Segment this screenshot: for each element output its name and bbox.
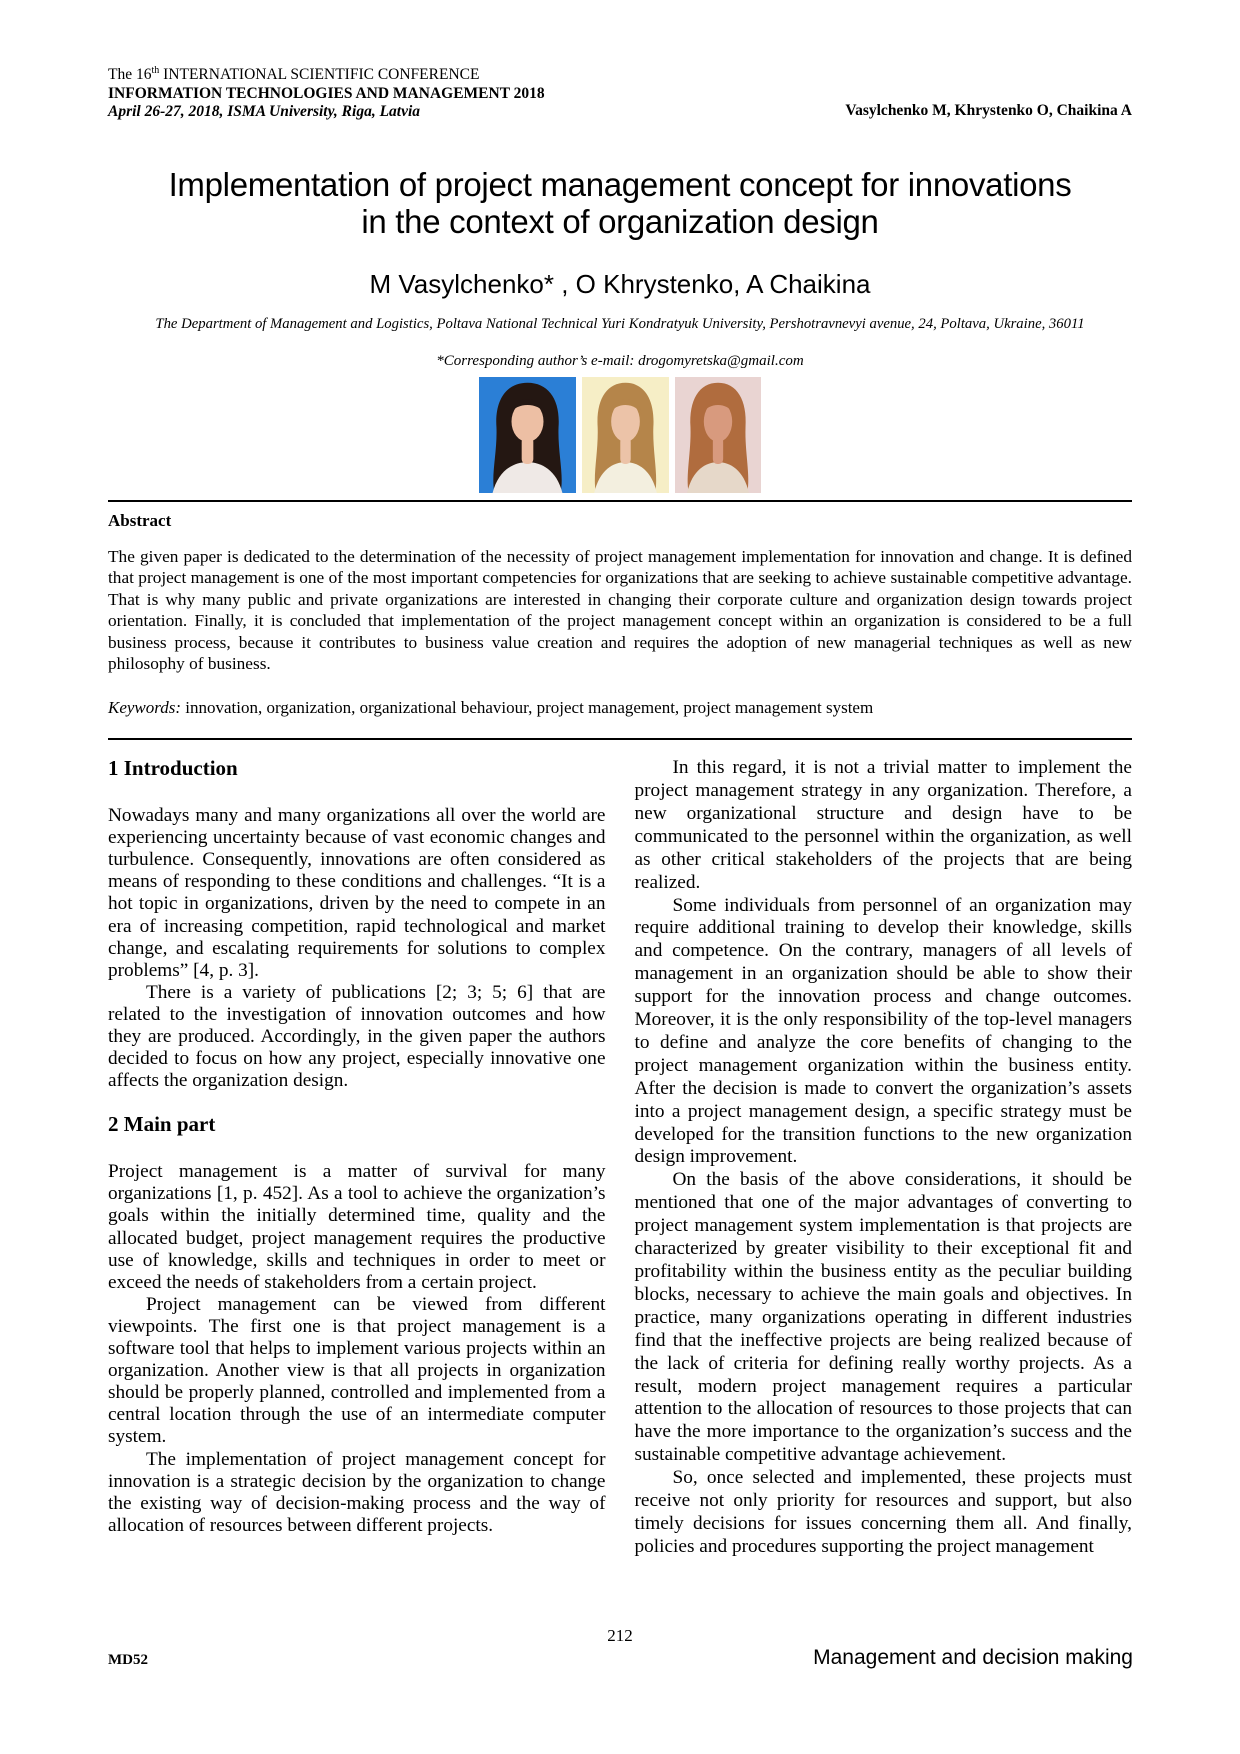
keywords-label: Keywords:: [108, 698, 182, 718]
paper-title-line2: in the context of organization design: [361, 202, 879, 240]
portrait-illustration-1: [479, 377, 576, 493]
conference-edition-rest: INTERNATIONAL SCIENTIFIC CONFERENCE: [159, 66, 480, 83]
introduction-paragraph-1: Nowadays many and many organizations all over the world are experiencing uncertainty because of vast economic changes and turbulence. Consequently, innovations are often considered as means of responding to these conditions and challenges. “It is a hot topic in organizations, driven by the need to compete in an era of increasing competition, rapid technological and market change, and escalating requirements for solutions to complex problems” [4, p. 3].: [108, 805, 606, 981]
portrait-illustration-3: [675, 377, 761, 493]
introduction-heading: 1 Introduction: [108, 756, 238, 781]
right-column-paragraph-3: On the basis of the above considerations, it should be mentioned that one of the major advantages of converting to project management system implementation is that projects are characterized by greater visibility to their exceptional fit and profitability within the business entity as the peculiar building blocks, necessary to achieve the main goals and objectives. In practice, many organizations operating in different industries find that the ineffective projects are being realized because of the lack of criteria for defining really worthy projects. As a result, modern project management requires a particular attention to the allocation of resources to those projects that can have the more importance to the organization’s success and the sustainable competitive advantage achievement.: [634, 1169, 1132, 1466]
author-photo-1: [479, 377, 576, 493]
conference-edition-prefix: The 16: [108, 66, 152, 83]
conference-name: INFORMATION TECHNOLOGIES AND MANAGEMENT 2018: [108, 84, 545, 102]
page-number: 212: [607, 1626, 633, 1645]
running-head-authors: Vasylchenko M, Khrystenko O, Chaikina A: [845, 102, 1132, 119]
divider-below-keywords: [108, 738, 1132, 740]
right-column: [635, 757, 1133, 1559]
paper-title-line1: Implementation of project management concept for innovations: [168, 165, 1072, 203]
main-part-paragraph-3: The implementation of project management concept for innovation is a strategic decision by the organization to change the existing way of decision-making process and the way of allocation of resources between different projects.: [108, 1448, 606, 1536]
abstract-text: The given paper is dedicated to the determination of the necessity of project management implementation for innovation and change. It is defined that project management is one of the most important competencies for organizations that are seeking to achieve sustainable competitive advantage. That is why many public and private organizations are interested in changing their corporate culture and organization design towards project orientation. Finally, it is concluded that implementation of the project management concept within an organization is considered to be a full business process, because it contributes to business value creation and requires the adoption of new managerial techniques as well as new philosophy of business.: [108, 546, 1132, 674]
main-part-paragraph-2: Project management can be viewed from different viewpoints. The first one is that project management is a software tool that helps to implement various projects within an organization. Another view is that all projects in organization should be properly planned, controlled and implemented from a central location through the use of an intermediate computer system.: [108, 1293, 606, 1448]
right-column-paragraph-4: So, once selected and implemented, these projects must receive not only priority for resources and support, but also timely decisions for issues concerning them all. And finally, policies and procedures supporting the project management: [634, 1467, 1132, 1557]
right-column-paragraph-2: Some individuals from personnel of an organization may require additional training to develop their knowledge, skills and competence. On the contrary, managers of all levels of management in an organization should be able to show their support for the innovation process and change outcomes. Moreover, it is the only responsibility of the top-level managers to define and analyze the core benefits of changing to the project management organization within the business entity. After the decision is made to convert the organization’s assets into a project management design, a specific strategy must be developed for the transition functions to the new organization design improvement.: [634, 894, 1132, 1168]
author-photo-3: [675, 377, 761, 493]
abstract-heading: Abstract: [108, 510, 172, 530]
keywords-line: [108, 697, 1132, 718]
right-column-paragraph-1: In this regard, it is not a trivial matter to implement the project management strategy in any organization. Therefore, a new organizational structure and design have to be communicated to the personnel within the organization, as well as other critical stakeholders of the projects that are being realized.: [634, 757, 1132, 893]
track-name: Management and decision making: [813, 1646, 1133, 1669]
ordinal-superscript: th: [151, 64, 160, 76]
portrait-illustration-2: [582, 377, 669, 493]
left-column: [108, 757, 606, 1559]
introduction-paragraph-2: There is a variety of publications [2; 3; 5; 6] that are related to the investigation of innovation outcomes and how they are produced. Accordingly, in the given paper the authors decided to focus on how any project, especially innovative one affects the organization design.: [108, 981, 606, 1092]
authors-line: M Vasylchenko* , O Khrystenko, A Chaikina: [369, 268, 871, 299]
author-photos: [108, 377, 1132, 493]
keywords-list: innovation, organization, organizational behaviour, project management, project management system: [181, 698, 874, 718]
main-part-paragraph-1: Project management is a matter of survival for many organizations [1, p. 452]. As a tool to achieve the organization’s goals within the initially determined time, quality and the allocated budget, project management requires the productive use of knowledge, skills and techniques in order to meet or exceed the needs of stakeholders from a certain project.: [108, 1161, 606, 1293]
author-photo-2: [582, 377, 669, 493]
running-head: [108, 66, 1132, 122]
session-code: MD52: [108, 1652, 148, 1668]
two-column-body: [108, 757, 1132, 1559]
corresponding-email-note: *Corresponding author’s e-mail: drogomyretska@gmail.com: [436, 352, 804, 369]
divider-above-abstract: [108, 500, 1132, 502]
paper-title: [108, 166, 1132, 240]
conference-edition-line: [108, 66, 1132, 85]
conference-details: April 26-27, 2018, ISMA University, Riga, Latvia: [108, 103, 421, 120]
main-part-heading: 2 Main part: [108, 1112, 216, 1137]
affiliation: The Department of Management and Logistics, Poltava National Technical Yuri Kondratyuk University, Pershotravnevyi avenue, 24, Poltava, Ukraine, 36011: [155, 315, 1085, 332]
